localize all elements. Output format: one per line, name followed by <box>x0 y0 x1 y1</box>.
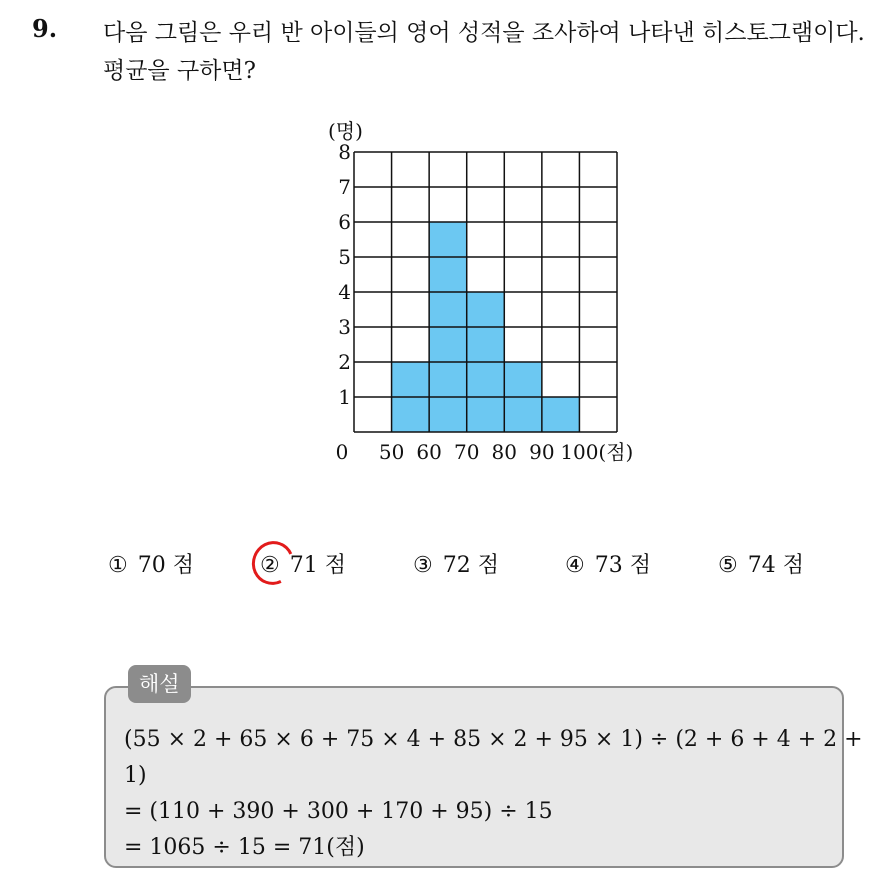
y-tick-label: 8 <box>338 140 351 164</box>
x-axis-unit-label: (점) <box>598 440 634 464</box>
x-tick-label: 50 <box>378 440 405 464</box>
x-tick-label: 60 <box>416 440 442 464</box>
solution-text <box>124 722 884 866</box>
y-axis-label: (명) <box>328 119 363 143</box>
solution-line-1: (55 × 2 + 65 × 6 + 75 × 4 + 85 × 2 + 95 × 1) ÷ (2 + 6 + 4 + 2 + 1) <box>124 727 863 788</box>
y-tick-label: 2 <box>338 350 351 374</box>
choice-text: 74 점 <box>747 553 804 578</box>
y-tick-label: 5 <box>338 245 351 269</box>
solution-line-3: = 1065 ÷ 15 = 71(점) <box>124 835 365 860</box>
choice-text: 70 점 <box>137 553 194 578</box>
histogram-bar <box>542 397 580 432</box>
choice-number: ① <box>108 553 128 578</box>
histogram-chart <box>320 112 660 472</box>
solution-label: 해설 <box>128 665 191 703</box>
choice-text: 71 점 <box>289 553 346 578</box>
x-tick-label: 90 <box>529 440 555 464</box>
y-tick-label: 1 <box>338 385 351 409</box>
question-number: 9. <box>32 14 58 43</box>
origin-label: 0 <box>335 440 349 464</box>
solution-line-2: = (110 + 390 + 300 + 170 + 95) ÷ 15 <box>124 799 553 824</box>
y-tick-label: 4 <box>338 280 351 304</box>
choice-2[interactable] <box>260 548 346 579</box>
y-tick-label: 7 <box>338 175 351 199</box>
x-tick-label: 80 <box>491 440 518 464</box>
choice-text: 73 점 <box>594 553 651 578</box>
choice-number: ② <box>260 553 280 578</box>
answer-circle-mark <box>246 535 301 591</box>
question-text: 다음 그림은 우리 반 아이들의 영어 성적을 조사하여 나타낸 히스토그램이다. 평균을 구하면? <box>103 20 865 84</box>
choice-4[interactable] <box>565 548 651 579</box>
choice-number: ③ <box>413 553 433 578</box>
choice-1[interactable] <box>108 548 194 579</box>
answer-choices <box>108 548 828 588</box>
choice-3[interactable] <box>413 548 499 579</box>
x-tick-label: 100 <box>560 440 599 464</box>
choice-5[interactable] <box>718 548 804 579</box>
choice-text: 72 점 <box>442 553 499 578</box>
y-tick-label: 6 <box>338 210 351 234</box>
choice-number: ⑤ <box>718 553 738 578</box>
x-tick-label: 70 <box>453 440 480 464</box>
choice-number: ④ <box>565 553 585 578</box>
y-tick-label: 3 <box>338 315 351 339</box>
